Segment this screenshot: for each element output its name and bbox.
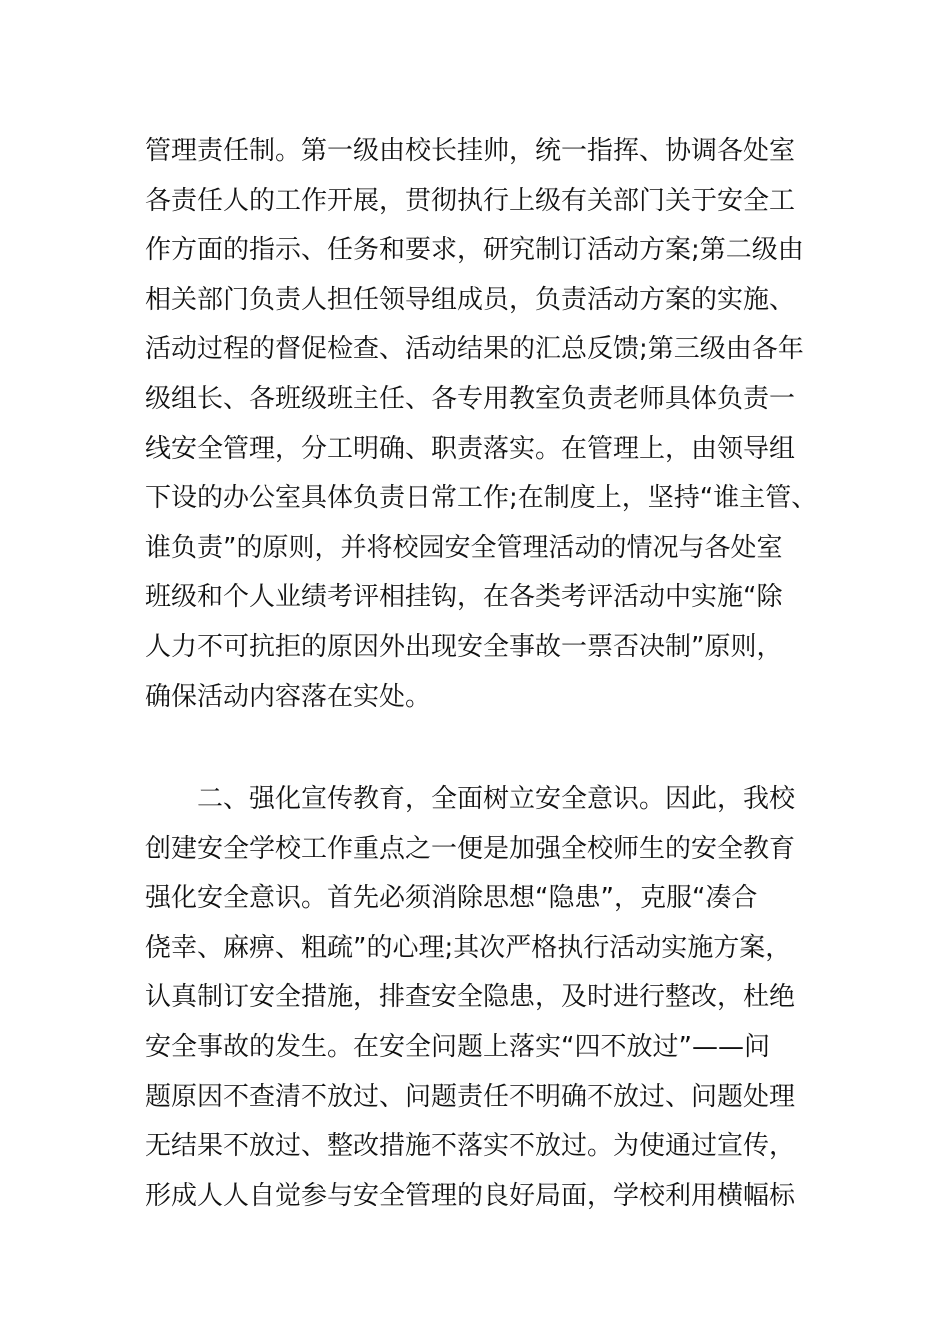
text-line: 相关部门负责人担任领导组成员，负责活动方案的实施、: [145, 284, 796, 315]
text-line: 形成人人自觉参与安全管理的良好局面，学校利用横幅标: [145, 1180, 796, 1211]
text-line: 强化安全意识。首先必须消除思想“隐患”，克服“凑合: [145, 883, 758, 914]
text-line: 安全事故的发生。在安全问题上落实“四不放过”——问: [145, 1031, 770, 1062]
text-line: 活动过程的督促检查、活动结果的汇总反馈;第三级由各年: [145, 334, 804, 365]
text-line: 班级和个人业绩考评相挂钩，在各类考评活动中实施“除: [145, 582, 783, 613]
paragraph-responsibility-system: [145, 127, 845, 722]
text-line: 认真制订安全措施，排查安全隐患，及时进行整改，杜绝: [145, 982, 796, 1013]
text-line: 谁负责”的原则，并将校园安全管理活动的情况与各处室: [145, 532, 783, 563]
text-line: 创建安全学校工作重点之一便是加强全校师生的安全教育: [145, 833, 796, 864]
text-line: 线安全管理，分工明确、职责落实。在管理上，由领导组: [145, 433, 796, 464]
text-line: 管理责任制。第一级由校长挂帅，统一指挥、协调各处室: [145, 136, 796, 166]
text-line: 无结果不放过、整改措施不落实不放过。为使通过宣传，: [145, 1131, 796, 1162]
text-line: 人力不可抗拒的原因外出现安全事故一票否决制”原则，: [145, 631, 783, 662]
text-line: 确保活动内容落在实处。: [145, 681, 432, 712]
text-line: 级组长、各班级班主任、各专用教室负责老师具体负责一: [145, 383, 796, 414]
text-line: 侥幸、麻痹、粗疏”的心理;其次严格执行活动实施方案，: [145, 932, 792, 963]
text-line: 各责任人的工作开展，贯彻执行上级有关部门关于安全工: [145, 185, 796, 216]
paragraph-safety-education: [145, 775, 845, 1221]
text-line: 作方面的指示、任务和要求，研究制订活动方案;第二级由: [145, 235, 804, 266]
text-line: 下设的办公室具体负责日常工作;在制度上，坚持“谁主管、: [145, 483, 818, 514]
text-line: 题原因不查清不放过、问题责任不明确不放过、问题处理: [145, 1081, 796, 1112]
text-line: 二、强化宣传教育，全面树立安全意识。因此，我校: [197, 784, 796, 814]
